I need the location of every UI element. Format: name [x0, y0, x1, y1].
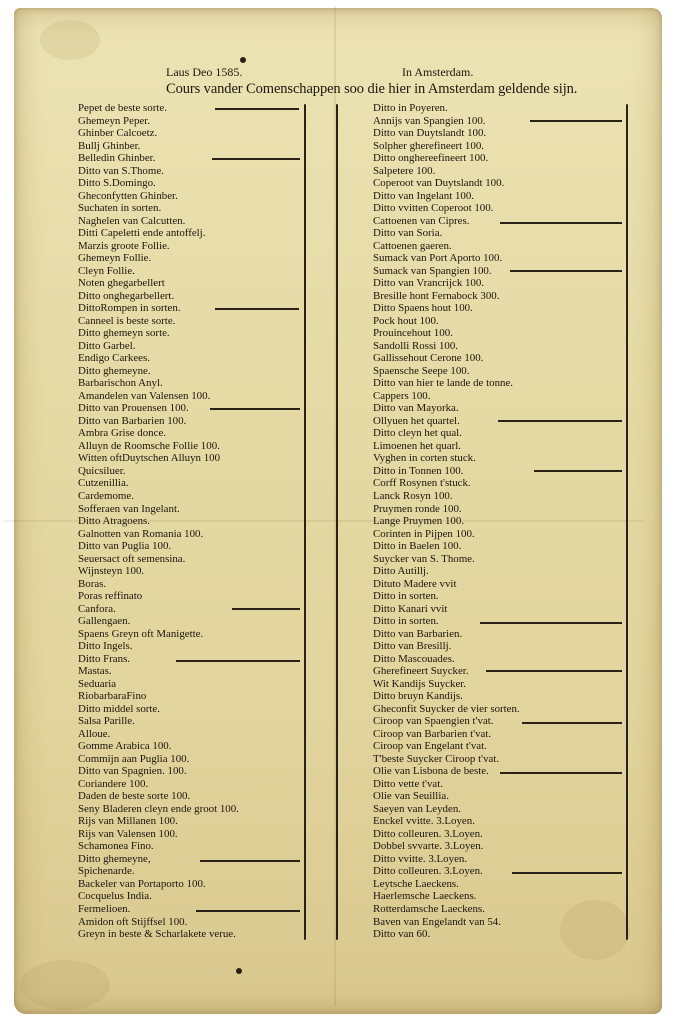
pin-hole — [240, 57, 246, 63]
commodity-entry-right: Ditto van hier te lande de tonne. — [373, 377, 514, 390]
commodity-entry-left: Cleyn Follie. — [78, 264, 135, 277]
left-price-column-rule — [304, 104, 306, 940]
commodity-entry-left: Alloue. — [78, 727, 111, 740]
commodity-entry-left: Amandelen van Valensen 100. — [78, 389, 211, 402]
commodity-entry-right: Cattoenen van Cipres. — [373, 214, 470, 227]
commodity-entry-right: Annijs van Spangien 100. — [373, 114, 486, 127]
commodity-entry-left: Mastas. — [78, 665, 112, 678]
commodity-entry-left: Spaens Greyn oft Manigette. — [78, 627, 204, 640]
right-commodity-list — [373, 102, 520, 941]
right-price-column-rule — [626, 104, 628, 940]
commodity-entry-left: Ditto van Prouensen 100. — [78, 402, 189, 415]
commodity-entry-left: Seny Bladeren cleyn ende groot 100. — [78, 802, 239, 815]
commodity-entry-left: Bullj Ghinber. — [78, 139, 141, 152]
commodity-entry-right: Ollyuen het quartel. — [373, 414, 460, 427]
commodity-entry-left: Amidon oft Stijffsel 100. — [78, 915, 188, 928]
commodity-entry-right: Ditto van Ingelant 100. — [373, 189, 475, 202]
commodity-entry-right: Ciroop van Engelant t'vat. — [373, 740, 487, 753]
commodity-entry-left: Daden de beste sorte 100. — [78, 790, 191, 803]
commodity-entry-left: Ditto Atragoens. — [78, 515, 150, 528]
commodity-entry-left: Greyn in beste & Scharlakete verue. — [78, 928, 236, 941]
commodity-entry-left: Salsa Parille. — [78, 715, 135, 728]
commodity-entry-left: DittoRompen in sorten. — [78, 302, 181, 315]
commodity-entry-right: Pruymen ronde 100. — [373, 502, 462, 515]
commodity-entry-left: Ghemeyn Peper. — [78, 114, 150, 127]
commodity-entry-right: Ditto in Baelen 100. — [373, 540, 462, 553]
commodity-entry-right: Ditto bruyn Kandijs. — [373, 690, 463, 703]
commodity-entry-right: Ditto in Poyeren. — [373, 102, 448, 114]
commodity-entry-right: Ditto colleuren. 3.Loyen. — [373, 827, 483, 840]
stain — [20, 960, 110, 1010]
commodity-entry-left: Seuersact oft semensina. — [78, 552, 186, 565]
commodity-entry-right: Ditto Spaens hout 100. — [373, 302, 473, 315]
commodity-entry-right: Ditto van Soria. — [373, 227, 443, 240]
commodity-entry-right: Gallissehout Cerone 100. — [373, 352, 484, 365]
stain — [40, 20, 100, 60]
commodity-entry-left: Canfora. — [78, 602, 116, 615]
commodity-entry-right: Solpher gherefineert 100. — [373, 139, 484, 152]
commodity-entry-left: RiobarbaraFino — [78, 690, 147, 703]
commodity-entry-right: Limoenen het quarl. — [373, 439, 462, 452]
commodity-entry-left: Ditto ghemeyne, — [78, 852, 151, 865]
commodity-entry-left: Gomme Arabica 100. — [78, 740, 172, 753]
commodity-entry-left: Ditto ghemeyn sorte. — [78, 327, 170, 340]
commodity-entry-left: Cocquelus India. — [78, 890, 152, 903]
commodity-entry-right: Rotterdamsche Laeckens. — [373, 903, 485, 915]
pin-hole — [236, 968, 242, 974]
leader-rule — [522, 722, 622, 724]
commodity-entry-right: Olie van Seuillia. — [373, 790, 449, 803]
commodity-entry-left: Ditto Frans. — [78, 652, 131, 665]
commodity-entry-left: Naghelen van Calcutten. — [78, 214, 186, 227]
commodity-entry-right: Sumack van Port Aporto 100. — [373, 252, 503, 265]
commodity-entry-right: Ditto van Barbarien. — [373, 627, 463, 640]
commodity-entry-left: Noten ghegarbellert — [78, 277, 165, 290]
city-label: In Amsterdam. — [402, 65, 474, 79]
commodity-entry-right: Lanck Rosyn 100. — [373, 489, 453, 502]
commodity-entry-left: Alluyn de Roomsche Follie 100. — [78, 439, 220, 452]
commodity-entry-left: Witten oftDuytschen Alluyn 100 — [78, 452, 221, 465]
commodity-entry-left: Ditto middel sorte. — [78, 702, 160, 715]
commodity-entry-right: Ditto in sorten. — [373, 590, 439, 603]
commodity-entry-right: Salpetere 100. — [373, 164, 436, 177]
page-title: Cours vander Comenschappen soo die hier in Amsterdam geldende sijn. — [166, 81, 578, 97]
commodity-entry-right: Cattoenen gaeren. — [373, 239, 452, 252]
commodity-entry-right: Lange Pruymen 100. — [373, 515, 465, 528]
commodity-entry-left: Fermelioen. — [78, 903, 131, 915]
commodity-entry-right: Cappers 100. — [373, 389, 431, 402]
commodity-entry-right: Ditto van Duytslandt 100. — [373, 127, 487, 140]
commodity-entry-right: Haerlemsche Laeckens. — [373, 890, 477, 903]
commodity-entry-right: Ciroop van Spaengien t'vat. — [373, 715, 494, 728]
commodity-entry-left: Galnotten van Romania 100. — [78, 527, 204, 540]
commodity-entry-left: Seduaria — [78, 677, 117, 690]
commodity-entry-right: Ditto Mascouades. — [373, 652, 455, 665]
commodity-entry-right: Ditto cleyn het qual. — [373, 427, 462, 440]
commodity-entry-left: Sofferaen van Ingelant. — [78, 502, 180, 515]
commodity-entry-left: Belledin Ghinber. — [78, 152, 156, 165]
commodity-entry-left: Rijs van Valensen 100. — [78, 827, 178, 840]
commodity-entry-right: Sumack van Spangien 100. — [373, 264, 492, 277]
commodity-entry-right: Ditto Autillj. — [373, 565, 429, 578]
commodity-entry-right: Suycker van S. Thome. — [373, 552, 475, 565]
commodity-entry-right: Ditto vette t'vat. — [373, 777, 444, 790]
commodity-entry-right: Ditto van Mayorka. — [373, 402, 459, 415]
commodity-entry-right: Ditto vvitte. 3.Loyen. — [373, 852, 468, 865]
commodity-entry-right: Ditto van 60. — [373, 928, 431, 941]
commodity-entry-right: Corff Rosynen t'stuck. — [373, 477, 471, 490]
commodity-entry-right: Saeyen van Leyden. — [373, 802, 461, 815]
commodity-entry-left: Pepet de beste sorte. — [78, 102, 167, 114]
commodity-entry-left: Schamonea Fino. — [78, 840, 154, 853]
commodity-entry-right: Spaensche Seepe 100. — [373, 364, 470, 377]
commodity-entry-left: Rijs van Millanen 100. — [78, 815, 178, 828]
commodity-entry-left: Ditto van Barbarien 100. — [78, 414, 187, 427]
commodity-entry-left: Cutzenillia. — [78, 477, 129, 490]
commodity-entry-right: Coperoot van Duytslandt 100. — [373, 177, 505, 190]
commodity-entry-right: Vyghen in corten stuck. — [373, 452, 476, 465]
commodity-entry-left: Ditto Garbel. — [78, 339, 136, 352]
commodity-entry-left: Ditto S.Domingo. — [78, 177, 156, 190]
commodity-entry-right: Prouincehout 100. — [373, 327, 453, 340]
commodity-entry-right: Ditto van Bresillj. — [373, 640, 452, 653]
commodity-entry-left: Ghemeyn Follie. — [78, 252, 152, 265]
commodity-entry-right: Ditto colleuren. 3.Loyen. — [373, 865, 483, 878]
commodity-entry-left: Ditto onghegarbellert. — [78, 289, 175, 302]
commodity-entry-left: Ditto Ingels. — [78, 640, 133, 653]
commodity-entry-right: Olie van Lisbona de beste. — [373, 765, 489, 778]
commodity-entry-right: Pock hout 100. — [373, 314, 439, 327]
commodity-entry-left: Ditto van Puglia 100. — [78, 540, 172, 553]
commodity-entry-left: Endigo Carkees. — [78, 352, 150, 365]
commodity-entry-left: Ghinber Calcoetz. — [78, 127, 158, 140]
commodity-entry-left: Quicsiluer. — [78, 464, 126, 477]
commodity-entry-right: Sandolli Rossi 100. — [373, 339, 459, 352]
commodity-entry-left: Commijn aan Puglia 100. — [78, 752, 190, 765]
leader-rule — [232, 608, 300, 610]
leader-rule — [512, 872, 622, 874]
commodity-entry-right: Leytsche Laeckens. — [373, 877, 459, 890]
leader-rule — [510, 270, 622, 272]
commodity-entry-left: Ditto van S.Thome. — [78, 164, 164, 177]
commodity-entry-left: Ditto ghemeyne. — [78, 364, 151, 377]
commodity-entry-right: Ciroop van Barbarien t'vat. — [373, 727, 492, 740]
commodity-entry-right: Gheconfit Suycker de vier sorten. — [373, 702, 520, 715]
commodity-entry-left: Ditto van Spagnien. 100. — [78, 765, 187, 778]
commodity-entry-right: Dobbel svvarte. 3.Loyen. — [373, 840, 484, 853]
commodity-entry-left: Boras. — [78, 577, 107, 590]
commodity-entry-right: Ditto Kanari vvit — [373, 602, 448, 615]
commodity-entry-left: Wijnsteyn 100. — [78, 565, 145, 578]
commodity-entry-left: Ambra Grise donce. — [78, 427, 167, 440]
commodity-entry-right: Wit Kandijs Suycker. — [373, 677, 467, 690]
leader-rule — [534, 470, 622, 472]
laus-deo-date: Laus Deo 1585. — [166, 65, 243, 79]
commodity-entry-left: Gallengaen. — [78, 615, 131, 628]
commodity-entry-left: Barbarischon Anyl. — [78, 377, 163, 390]
commodity-entry-right: Ditto in sorten. — [373, 615, 439, 628]
commodity-entry-right: Dituto Madere vvit — [373, 577, 457, 590]
commodity-entry-left: Gheconfytten Ghinber. — [78, 189, 178, 202]
commodity-entry-right: Enckel vvitte. 3.Loyen. — [373, 815, 475, 828]
commodity-entry-right: Ditto in Tonnen 100. — [373, 464, 464, 477]
commodity-entry-right: Bresille hont Fernabock 300. — [373, 289, 500, 302]
commodity-entry-left: Poras reffinato — [78, 590, 143, 603]
commodity-entry-right: Baven van Engelandt van 54. — [373, 915, 501, 928]
stain — [560, 900, 630, 960]
commodity-entry-right: T'beste Suycker Ciroop t'vat. — [373, 752, 500, 765]
leader-rule — [530, 120, 622, 122]
commodity-entry-right: Ditto vvitten Coperoot 100. — [373, 202, 494, 215]
left-price-column-rule-2 — [336, 104, 338, 940]
commodity-entry-right: Gherefineert Suycker. — [373, 665, 469, 678]
commodity-entry-left: Marzis groote Follie. — [78, 239, 170, 252]
commodity-entry-right: Corinten in Pijpen 100. — [373, 527, 475, 540]
commodity-entry-left: Suchaten in sorten. — [78, 202, 162, 215]
commodity-entry-left: Canneel is beste sorte. — [78, 314, 176, 327]
commodity-entry-right: Ditto onghereefineert 100. — [373, 152, 489, 165]
commodity-entry-left: Cardemome. — [78, 489, 134, 502]
left-commodity-list — [78, 102, 239, 941]
commodity-entry-left: Spichenarde. — [78, 865, 135, 878]
commodity-entry-left: Ditti Capeletti ende antoffelj. — [78, 227, 206, 240]
commodity-entry-left: Backeler van Portaporto 100. — [78, 877, 206, 890]
commodity-entry-left: Coriandere 100. — [78, 777, 149, 790]
commodity-entry-right: Ditto van Vrancrijck 100. — [373, 277, 485, 290]
